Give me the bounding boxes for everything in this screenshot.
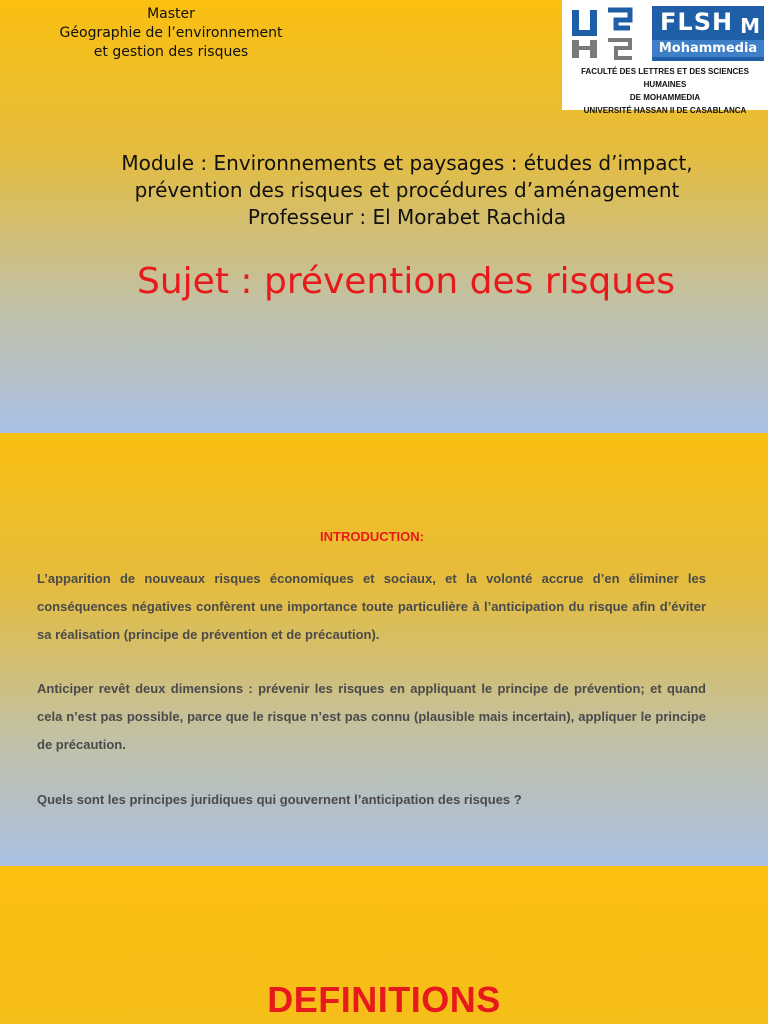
brand-suffix: M [740, 14, 760, 38]
module-line: Module : Environnements et paysages : études d’impact, [121, 151, 693, 175]
paragraph: Anticiper revêt deux dimensions : prévenir les risques en appliquant le principe de prévention; et quand cela n’est pas possible, parce que le risque n’est pas connu (plausible mais incertain), appliquer le principe de précaution. [37, 681, 706, 752]
brand-text: FLSH [660, 8, 734, 36]
slide-introduction [0, 433, 768, 866]
question-paragraph: Quels sont les principes juridiques qui gouvernent l’anticipation des risques ? [37, 792, 522, 807]
master-line: et gestion des risques [93, 44, 249, 60]
uh2c-emblem-icon [568, 6, 646, 61]
faculty-name [564, 65, 766, 117]
faculty-line: FACULTÉ DES LETTRES ET DES SCIENCES HUMAINES [581, 67, 749, 89]
master-line: Master [147, 6, 195, 22]
introduction-heading: INTRODUCTION: [320, 529, 424, 544]
brand-city: Mohammedia [652, 40, 764, 57]
professor-line: Professeur : El Morabet Rachida [247, 205, 567, 229]
faculty-line: UNIVERSITÉ HASSAN II DE CASABLANCA [583, 106, 747, 115]
module-description [40, 150, 768, 231]
university-logo [562, 0, 768, 115]
slide-title [0, 0, 768, 433]
paragraph: L’apparition de nouveaux risques économiques et sociaux, et la volonté accrue d’en éliminer les conséquences négatives confèrent une importance toute particulière à l’anticipation du risque afin d’éviter sa réalisation (principe de prévention et de précaution). [37, 571, 706, 642]
subject-title: Sujet : prévention des risques [137, 261, 675, 302]
definitions-heading: DEFINITIONS [267, 979, 501, 1020]
master-line: Géographie de l’environnement [59, 25, 283, 41]
flsh-banner [652, 6, 764, 61]
master-program-label [40, 5, 302, 62]
faculty-line: DE MOHAMMEDIA [629, 93, 701, 102]
slide-definitions [0, 866, 768, 1024]
module-line: prévention des risques et procédures d’aménagement [134, 178, 680, 202]
